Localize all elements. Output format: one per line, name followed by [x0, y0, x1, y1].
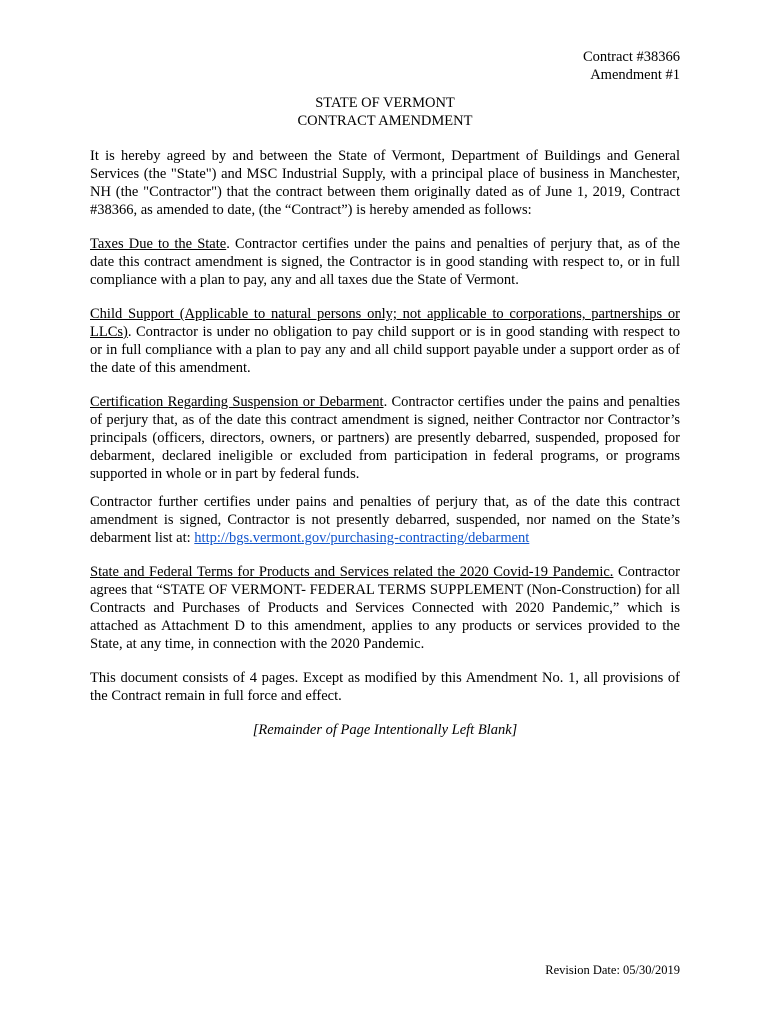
remainder-note: [Remainder of Page Intentionally Left Blank]	[252, 722, 518, 738]
debarment-further-text: Contractor further certifies under pains and penalties of perjury that, as of the date this contract amendment is signed, Contractor is not presently debarred, suspended, nor named on the State’s debarment list at:	[90, 494, 680, 546]
title-line-1: STATE OF VERMONT	[315, 95, 455, 111]
covid-heading: State and Federal Terms for Products and Services related the 2020 Covid-19 Pandemic.	[90, 564, 614, 580]
covid-paragraph	[90, 563, 680, 653]
taxes-text: . Contractor certifies under the pains and penalties of perjury that, as of the date this contract amendment is signed, the Contractor is in good standing with respect to, or in full compliance with a plan to pay, any and all taxes due the State of Vermont.	[90, 236, 680, 288]
document-title	[0, 94, 770, 130]
intro-paragraph: It is hereby agreed by and between the State of Vermont, Department of Buildings and General Services (the "State") and MSC Industrial Supply, with a principal place of business in Manchester, NH (the "Contractor") that the contract between them originally dated as of June 1, 2019, Contract #38366, as amended to date, (the “Contract”) is hereby amended as follows:	[90, 148, 680, 218]
debarment-list-link[interactable]: http://bgs.vermont.gov/purchasing-contracting/debarment	[194, 530, 530, 546]
document-body	[90, 147, 680, 755]
debarment-further-paragraph	[90, 493, 680, 547]
title-line-2: CONTRACT AMENDMENT	[297, 113, 473, 129]
child-support-paragraph	[90, 305, 680, 377]
taxes-heading: Taxes Due to the State	[90, 236, 227, 252]
debarment-paragraph	[90, 393, 680, 483]
debarment-text: . Contractor certifies under the pains and penalties of perjury that, as of the date this contract amendment is signed, neither Contractor nor Contractor’s principals (officers, directors, owners, or partners) are presently debarred, suspended, proposed for debarment, declared ineligible or excluded from participation in federal programs, or programs supported in whole or in part by federal funds.	[90, 394, 680, 482]
taxes-paragraph	[90, 235, 680, 289]
debarment-heading: Certification Regarding Suspension or Debarment	[90, 394, 384, 410]
child-support-text: . Contractor is under no obligation to pay child support or is in good standing with respect to or in full compliance with a plan to pay any and all child support payable under a support order as of the date of this amendment.	[90, 324, 680, 376]
contract-header	[583, 48, 680, 84]
contract-number: Contract #38366	[582, 49, 680, 65]
child-support-heading: Child Support (Applicable to natural persons only; not applicable to corporations, partnerships or LLCs)	[90, 306, 680, 340]
revision-date: Revision Date: 05/30/2019	[545, 963, 680, 977]
amendment-number: Amendment #1	[590, 67, 680, 83]
covid-text: Contractor agrees that “STATE OF VERMONT- FEDERAL TERMS SUPPLEMENT (Non-Construction) for all Contracts and Purchases of Products and Services Connected with 2020 Pandemic,” which is attached as Attachment D to this amendment, applies to any products or services provided to the State, at any time, in connection with the 2020 Pandemic.	[90, 564, 680, 652]
closing-paragraph: This document consists of 4 pages. Except as modified by this Amendment No. 1, all provisions of the Contract remain in full force and effect.	[90, 670, 680, 704]
